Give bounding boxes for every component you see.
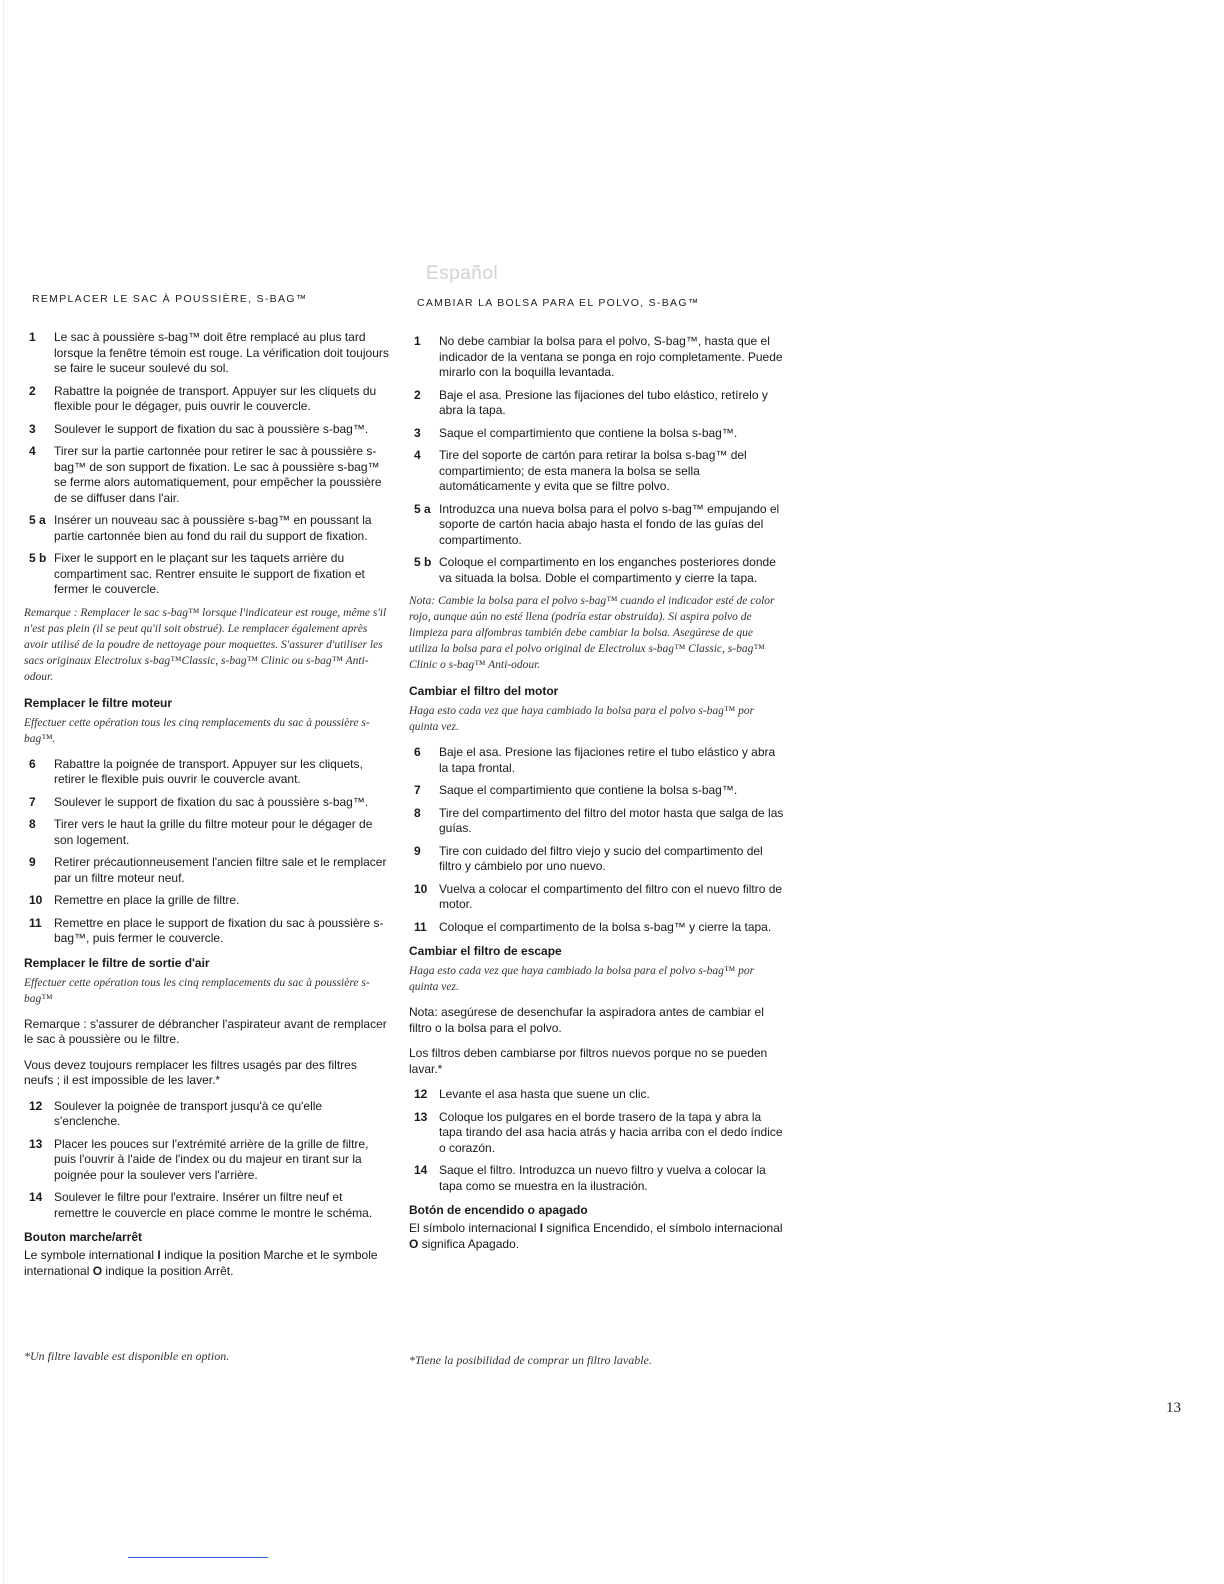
step-number: 13: [29, 1136, 43, 1151]
step-number: 6: [414, 745, 421, 759]
step-number: 12: [29, 1098, 43, 1113]
step-number: 4: [29, 444, 36, 458]
step-text: Baje el asa. Presione las fijaciones del tubo elástico, retírelo y abra la tapa.: [439, 387, 768, 417]
step-text: Coloque el compartimento en los enganches posteriores donde va situada la bolsa. Doble el compartimento y cierre la tapa.: [439, 555, 776, 585]
spanish-motor-heading: Cambiar el filtro del motor: [409, 684, 559, 698]
spanish-switch-text: El símbolo internacional I significa Encendido, el símbolo internacional O significa Apagado.: [409, 1221, 783, 1251]
french-content: [24, 330, 389, 1289]
step-text: Soulever la poignée de transport jusqu'à ce qu'elle s'enclenche.: [54, 1098, 323, 1128]
french-exhaust-steps: [24, 1099, 389, 1222]
page-number: 13: [1166, 1400, 1181, 1416]
spanish-switch-heading: Botón de encendido o apagado: [409, 1203, 588, 1217]
step-text: Remettre en place le support de fixation du sac à poussière s-bag™, puis fermer le couvercle.: [54, 915, 384, 945]
step-number: 9: [29, 855, 36, 869]
step-text: Introduzca una nueva bolsa para el polvo s-bag™ empujando el soporte de cartón hacia abajo hasta el fondo de las guías del compartimento.: [439, 501, 780, 547]
step-item: [24, 893, 389, 909]
step-item: [409, 882, 784, 913]
step-number: 1: [29, 330, 36, 344]
step-text: Le sac à poussière s-bag™ doit être remplacé au plus tard lorsque la fenêtre témoin est rouge. La vérification doit toujours se faire le suceur soulevé du sol.: [54, 330, 389, 375]
step-text: Vuelva a colocar el compartimento del filtro con el nuevo filtro de motor.: [439, 881, 783, 911]
step-item: [409, 806, 784, 837]
step-number: 11: [414, 919, 427, 934]
step-number: 14: [414, 1163, 428, 1177]
step-number: 5 a: [29, 513, 46, 527]
step-text: Coloque el compartimento de la bolsa s-bag™ y cierre la tapa.: [439, 919, 772, 934]
step-text: Tire del soporte de cartón para retirar la bolsa s-bag™ del compartimiento; de esta manera la bolsa se sella automáticamente y evita que se filtre polvo.: [439, 448, 747, 493]
step-text: Rabattre la poignée de transport. Appuyer sur les cliquets, retirer le flexible puis ouvrir le couvercle avant.: [54, 756, 363, 786]
step-text: Tire con cuidado del filtro viejo y sucio del compartimento del filtro y cámbielo por uno nuevo.: [439, 843, 763, 873]
step-number: 14: [29, 1190, 43, 1204]
step-item: [409, 1087, 784, 1103]
french-section-caption: REMPLACER LE SAC À POUSSIÈRE, S-BAG™: [32, 293, 308, 305]
step-text: Soulever le filtre pour l'extraire. Insérer un filtre neuf et remettre le couvercle en place comme le montre le schéma.: [54, 1190, 373, 1220]
step-item: [409, 555, 784, 586]
scan-edge: [3, 0, 4, 1584]
step-number: 10: [29, 893, 43, 907]
french-switch-text: Le symbole international I indique la position Marche et le symbole international O indique la position Arrêt.: [24, 1248, 378, 1278]
step-text: Fixer le support en le plaçant sur les taquets arrière du compartiment sac. Rentrer ensuite le support de fixation et fermer le couvercle.: [54, 551, 365, 596]
french-exhaust-para-2: Vous devez toujours remplacer les filtres usagés par des filtres neufs ; il est impossible de les laver.*: [24, 1057, 357, 1087]
step-number: 3: [29, 421, 36, 436]
spanish-exhaust-para-1: Nota: asegúrese de desenchufar la aspiradora antes de cambiar el filtro o la bolsa para el polvo.: [409, 1005, 764, 1035]
step-number: 5 b: [29, 551, 47, 565]
spanish-section-caption: CAMBIAR LA BOLSA PARA EL POLVO, S-BAG™: [417, 297, 700, 309]
spanish-exhaust-para-2: Los filtros deben cambiarse por filtros nuevos porque no se pueden lavar.*: [409, 1046, 768, 1076]
step-item: [24, 513, 389, 544]
spanish-bag-steps: [409, 334, 784, 586]
spanish-exhaust-note: Haga esto cada vez que haya cambiado la bolsa para el polvo s-bag™ por quinta vez.: [409, 965, 755, 993]
step-text: Placer les pouces sur l'extrémité arrière de la grille de filtre, puis l'ouvrir à l'aide de l'index ou du majeur en tirant sur la poignée pour la soulever vers l'arrière.: [54, 1136, 369, 1182]
step-item: [24, 1137, 389, 1184]
step-item: [409, 334, 784, 381]
step-item: [409, 388, 784, 419]
step-text: Saque el filtro. Introduzca un nuevo filtro y vuelva a colocar la tapa como se muestra en la ilustración.: [439, 1163, 766, 1193]
step-item: [24, 855, 389, 886]
step-text: Soulever le support de fixation du sac à poussière s-bag™.: [54, 794, 369, 809]
step-item: [409, 745, 784, 776]
step-item: [409, 426, 784, 442]
step-number: 1: [414, 334, 421, 348]
bottom-rule: [128, 1557, 268, 1558]
step-item: [24, 384, 389, 415]
step-number: 5 b: [414, 555, 432, 569]
step-text: Retirer précautionneusement l'ancien filtre sale et le remplacer par un filtre moteur neuf.: [54, 855, 387, 885]
step-item: [24, 1190, 389, 1221]
step-number: 8: [414, 805, 421, 820]
step-item: [24, 444, 389, 506]
step-number: 13: [414, 1109, 428, 1124]
step-number: 8: [29, 817, 36, 831]
step-text: Saque el compartimiento que contiene la bolsa s-bag™.: [439, 425, 738, 440]
step-item: [24, 330, 389, 377]
step-text: Tirer vers le haut la grille du filtre moteur pour le dégager de son logement.: [54, 817, 373, 847]
spanish-footnote: *Tiene la posibilidad de comprar un filtro lavable.: [409, 1353, 652, 1367]
french-exhaust-note: Effectuer cette opération tous les cinq remplacements du sac à poussière s-bag™: [24, 976, 370, 1005]
step-item: [409, 1163, 784, 1194]
step-item: [24, 422, 389, 438]
step-text: Remettre en place la grille de filtre.: [54, 893, 240, 907]
step-text: Soulever le support de fixation du sac à poussière s-bag™.: [54, 421, 369, 436]
french-motor-note: Effectuer cette opération tous les cinq remplacements du sac à poussière s-bag™.: [24, 716, 370, 745]
step-item: [409, 844, 784, 875]
step-text: Tire del compartimento del filtro del motor hasta que salga de las guías.: [439, 805, 784, 835]
spanish-motor-note: Haga esto cada vez que haya cambiado la bolsa para el polvo s-bag™ por quinta vez.: [409, 705, 755, 733]
spanish-section-title: Español: [426, 263, 499, 284]
french-switch-heading: Bouton marche/arrêt: [24, 1230, 143, 1244]
spanish-bag-note: Nota: Cambie la bolsa para el polvo s-bag™ cuando el indicador esté de color rojo, aunque aún no esté llena (podría estar obstruida). Si aspira polvo de limpieza para alfombras también debe cambiar la bolsa. Asegúrese de que utiliza la bolsa para el polvo original de Electrolux s-bag™ Classic, s-bag™ Clinic o s-bag™ Anti-odour.: [409, 595, 775, 671]
spanish-exhaust-heading: Cambiar el filtro de escape: [409, 944, 562, 958]
step-number: 2: [29, 383, 36, 398]
step-item: [409, 502, 784, 549]
french-exhaust-heading: Remplacer le filtre de sortie d'air: [24, 955, 210, 970]
step-number: 7: [29, 794, 36, 809]
french-motor-heading: Remplacer le filtre moteur: [24, 695, 173, 710]
step-text: Tirer sur la partie cartonnée pour retirer le sac à poussière s-bag™ de son support de fixation. Le sac à poussière s-bag™ se ferme alors automatiquement, pour empêcher la poussière de se diffuser dans l'air.: [54, 444, 382, 505]
step-item: [409, 920, 784, 936]
step-item: [409, 783, 784, 799]
french-motor-steps: [24, 757, 389, 947]
step-item: [24, 551, 389, 598]
french-bag-note: Remarque : Remplacer le sac s-bag™ lorsque l'indicateur est rouge, même s'il n'est pas plein (il se peut qu'il soit obstrué). Le remplacer également après avoir utilisé de la poudre de nettoyage pour moquettes. S'assurer d'utiliser les sacs originaux Electrolux s-bag™Classic, s-bag™ Clinic ou s-bag™ Anti-odour.: [24, 606, 387, 683]
step-text: No debe cambiar la bolsa para el polvo, S-bag™, hasta que el indicador de la ventana se ponga en rojo completamente. Puede mirarlo con la boquilla levantada.: [439, 334, 783, 379]
french-footnote: *Un filtre lavable est disponible en option.: [24, 1349, 230, 1363]
step-number: 11: [29, 915, 42, 930]
step-text: Insérer un nouveau sac à poussière s-bag™ en poussant la partie cartonnée bien au fond du rail du support de fixation.: [54, 513, 372, 543]
step-text: Rabattre la poignée de transport. Appuyer sur les cliquets du flexible pour le dégager, puis ouvrir le couvercle.: [54, 383, 377, 413]
step-number: 10: [414, 881, 428, 896]
step-item: [24, 916, 389, 947]
step-item: [24, 795, 389, 811]
step-item: [409, 448, 784, 495]
spanish-motor-steps: [409, 745, 784, 935]
step-item: [24, 757, 389, 788]
step-number: 6: [29, 756, 36, 771]
step-number: 9: [414, 843, 421, 858]
step-number: 5 a: [414, 501, 431, 516]
spanish-content: [409, 334, 784, 1262]
step-item: [24, 1099, 389, 1130]
step-text: Baje el asa. Presione las fijaciones retire el tubo elástico y abra la tapa frontal.: [439, 745, 776, 775]
step-number: 4: [414, 448, 421, 462]
french-exhaust-para-1: Remarque : s'assurer de débrancher l'aspirateur avant de remplacer le sac à poussière ou le filtre.: [24, 1016, 387, 1046]
french-bag-steps: [24, 330, 389, 598]
step-item: [24, 817, 389, 848]
step-text: Levante el asa hasta que suene un clic.: [439, 1087, 650, 1101]
step-item: [409, 1110, 784, 1157]
step-number: 7: [414, 783, 421, 797]
step-text: Coloque los pulgares en el borde trasero de la tapa y abra la tapa tirando del asa hacia atrás y hacia arriba con el dedo índice o corazón.: [439, 1109, 783, 1155]
spanish-exhaust-steps: [409, 1087, 784, 1194]
step-number: 12: [414, 1087, 428, 1101]
step-number: 2: [414, 387, 421, 402]
step-text: Saque el compartimiento que contiene la bolsa s-bag™.: [439, 783, 738, 797]
step-number: 3: [414, 425, 421, 440]
